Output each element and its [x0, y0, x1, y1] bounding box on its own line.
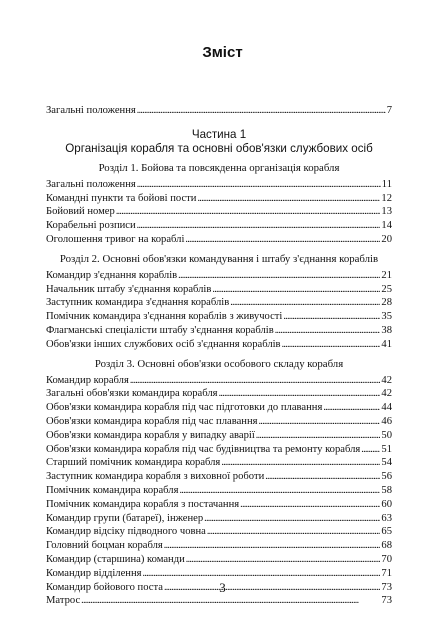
toc-entry-page: 60: [381, 498, 392, 510]
toc-entry-page: 44: [381, 402, 392, 414]
toc-entry-page: 13: [381, 206, 392, 218]
toc-entry-page: 7: [386, 105, 392, 116]
toc-entry: [46, 310, 392, 324]
toc-dot-leader: [204, 512, 380, 526]
toc-entry: [46, 512, 392, 526]
toc-entry: [46, 567, 392, 581]
toc-entry-page: 65: [381, 526, 392, 538]
toc-entry-label: Флагманські спеціалісти штабу з'єднання кораблів: [46, 324, 274, 336]
toc-entry-label: Обов'язки командира корабля під час будівництва та ремонту корабля: [46, 443, 361, 455]
toc-dot-leader: [207, 525, 381, 539]
part-title: Організація корабля та основні обов'язки службових осіб: [65, 141, 373, 155]
toc-entry-label: Командир групи (батареї), інженер: [46, 512, 204, 524]
section-heading: Розділ 1. Бойова та повсякденна організація корабля: [98, 161, 340, 174]
toc-dot-leader: [137, 219, 381, 233]
toc-section: [46, 357, 392, 609]
toc-entry-label: Корабельні розписи: [46, 220, 136, 232]
toc-entry: [46, 269, 392, 283]
toc-dot-leader: [259, 415, 381, 429]
toc-entry-page: 14: [381, 220, 392, 232]
toc-entry: [46, 484, 392, 498]
intro-list: [46, 104, 392, 118]
toc-entry-label: Загальні положення: [46, 178, 136, 190]
toc-entry: [46, 104, 392, 118]
toc-entry-page: 21: [381, 269, 392, 281]
toc-entry-label: Командні пункти та бойові пости: [46, 192, 197, 204]
section-heading: Розділ 3. Основні обов'язки особового складу корабля: [94, 357, 344, 370]
toc-entry-page: 73: [381, 595, 392, 607]
toc-entry-label: Головний боцман корабля: [46, 540, 163, 552]
toc-entry-label: Заступник командира з'єднання кораблів: [46, 297, 230, 309]
toc-entry-label: Командир бойового поста: [46, 581, 163, 593]
sections-list: [46, 161, 392, 608]
part-number: Частина 1: [191, 127, 247, 141]
toc-entry: [46, 178, 392, 192]
toc-entry-page: 50: [381, 429, 392, 441]
toc-entry-page: 20: [381, 233, 392, 245]
toc-entry: [46, 553, 392, 567]
toc-entry-label: Заступник командира корабля з виховної роботи: [46, 471, 265, 483]
toc-dot-leader: [143, 567, 381, 581]
toc-dot-leader: [212, 283, 380, 297]
toc-entry: [46, 401, 392, 415]
toc-entry-label: Матрос: [46, 595, 81, 607]
toc-dot-leader: [185, 233, 380, 247]
toc-entry: [46, 456, 392, 470]
toc-entry-label: Командир з'єднання кораблів: [46, 269, 178, 281]
toc-entry-page: 41: [381, 338, 392, 350]
toc-entry: [46, 415, 392, 429]
toc-entry-page: 70: [381, 553, 392, 565]
toc-dot-leader: [178, 269, 380, 283]
toc-entry-label: Бойовий номер: [46, 206, 115, 218]
toc-entry-page: 63: [381, 512, 392, 524]
toc-entry-page: 56: [381, 471, 392, 483]
toc-entry: [46, 324, 392, 338]
toc-entry: [46, 498, 392, 512]
toc-entry-label: Помічник командира з'єднання кораблів з живучості: [46, 311, 283, 323]
toc-dot-leader: [179, 484, 380, 498]
toc-entry-page: 73: [381, 581, 392, 593]
toc-entry-label: Загальні положення: [46, 105, 136, 116]
toc-entry-page: 68: [381, 540, 392, 552]
toc-entry: [46, 219, 392, 233]
toc-entry-page: 51: [381, 443, 392, 455]
toc-entry: [46, 470, 392, 484]
toc-section: [46, 161, 392, 247]
toc-entry-label: Обов'язки командира корабля під час підготовки до плавання: [46, 402, 323, 414]
toc-entry-page: 38: [381, 324, 392, 336]
toc-dot-leader: [240, 498, 380, 512]
toc-entry-label: Командир відсіку підводного човна: [46, 526, 206, 538]
toc-dot-leader: [164, 539, 381, 553]
toc-entry-page: 42: [381, 388, 392, 400]
toc-entry-page: 71: [381, 567, 392, 579]
toc-dot-leader: [130, 374, 381, 388]
toc-entry-page: 12: [381, 192, 392, 204]
toc-entry-page: 11: [381, 178, 392, 190]
table-of-contents: [46, 104, 392, 608]
toc-entry-label: Обов'язки командира корабля під час плавання: [46, 415, 258, 427]
toc-entry-label: Обов'язки командира корабля у випадку аварії: [46, 429, 255, 441]
toc-entry-label: Помічник командира корабля з постачання: [46, 498, 240, 510]
toc-entry-label: Командир корабля: [46, 374, 129, 386]
toc-dot-leader: [283, 310, 380, 324]
toc-dot-leader: [219, 387, 381, 401]
toc-dot-leader: [116, 205, 381, 219]
toc-dot-leader: [275, 324, 381, 338]
toc-dot-leader: [137, 178, 381, 192]
toc-dot-leader: [221, 456, 380, 470]
toc-entry: [46, 283, 392, 297]
toc-entry: [46, 539, 392, 553]
toc-entry: [46, 525, 392, 539]
toc-entry: [46, 429, 392, 443]
toc-entry-page: 28: [381, 297, 392, 309]
toc-dot-leader: [282, 338, 381, 352]
toc-dot-leader: [361, 443, 380, 457]
toc-dot-leader: [265, 470, 380, 484]
toc-entry-label: Оголошення тривог на кораблі: [46, 233, 185, 245]
toc-dot-leader: [137, 104, 386, 118]
toc-entry: [46, 387, 392, 401]
part-heading: [46, 128, 392, 156]
toc-dot-leader: [197, 192, 380, 206]
toc-entry-page: 54: [381, 457, 392, 469]
toc-dot-leader: [186, 553, 381, 567]
toc-entry: [46, 443, 392, 457]
toc-entry: [46, 205, 392, 219]
toc-entry: [46, 338, 392, 352]
toc-entry: [46, 233, 392, 247]
toc-entry: [46, 296, 392, 310]
toc-entry-page: 58: [381, 484, 392, 496]
toc-entry-page: 42: [381, 374, 392, 386]
toc-entry-label: Начальник штабу з'єднання кораблів: [46, 283, 212, 295]
toc-entry: [46, 594, 392, 608]
toc-entry: [46, 192, 392, 206]
toc-dot-leader: [323, 401, 380, 415]
toc-entry: [46, 374, 392, 388]
section-heading: Розділ 2. Основні обов'язки командування і штабу з'єднання кораблів: [59, 252, 379, 265]
toc-entry-label: Командир (старшина) команди: [46, 553, 185, 565]
page-title: Зміст: [202, 44, 243, 61]
toc-entry-page: 46: [381, 415, 392, 427]
toc-entry-label: Старший помічник командира корабля: [46, 457, 221, 469]
toc-entry-label: Обов'язки інших службових осіб з'єднання кораблів: [46, 338, 281, 350]
toc-entry-page: 35: [381, 311, 392, 323]
toc-dot-leader: [256, 429, 381, 443]
toc-entry-label: Загальні обов'язки командира корабля: [46, 388, 218, 400]
page-number: 3: [219, 580, 226, 595]
toc-dot-leader: [81, 594, 380, 608]
toc-dot-leader: [230, 296, 380, 310]
toc-entry-label: Помічник командира корабля: [46, 484, 179, 496]
toc-entry-page: 25: [381, 283, 392, 295]
toc-section: [46, 252, 392, 352]
toc-entry-label: Командир відділення: [46, 567, 142, 579]
